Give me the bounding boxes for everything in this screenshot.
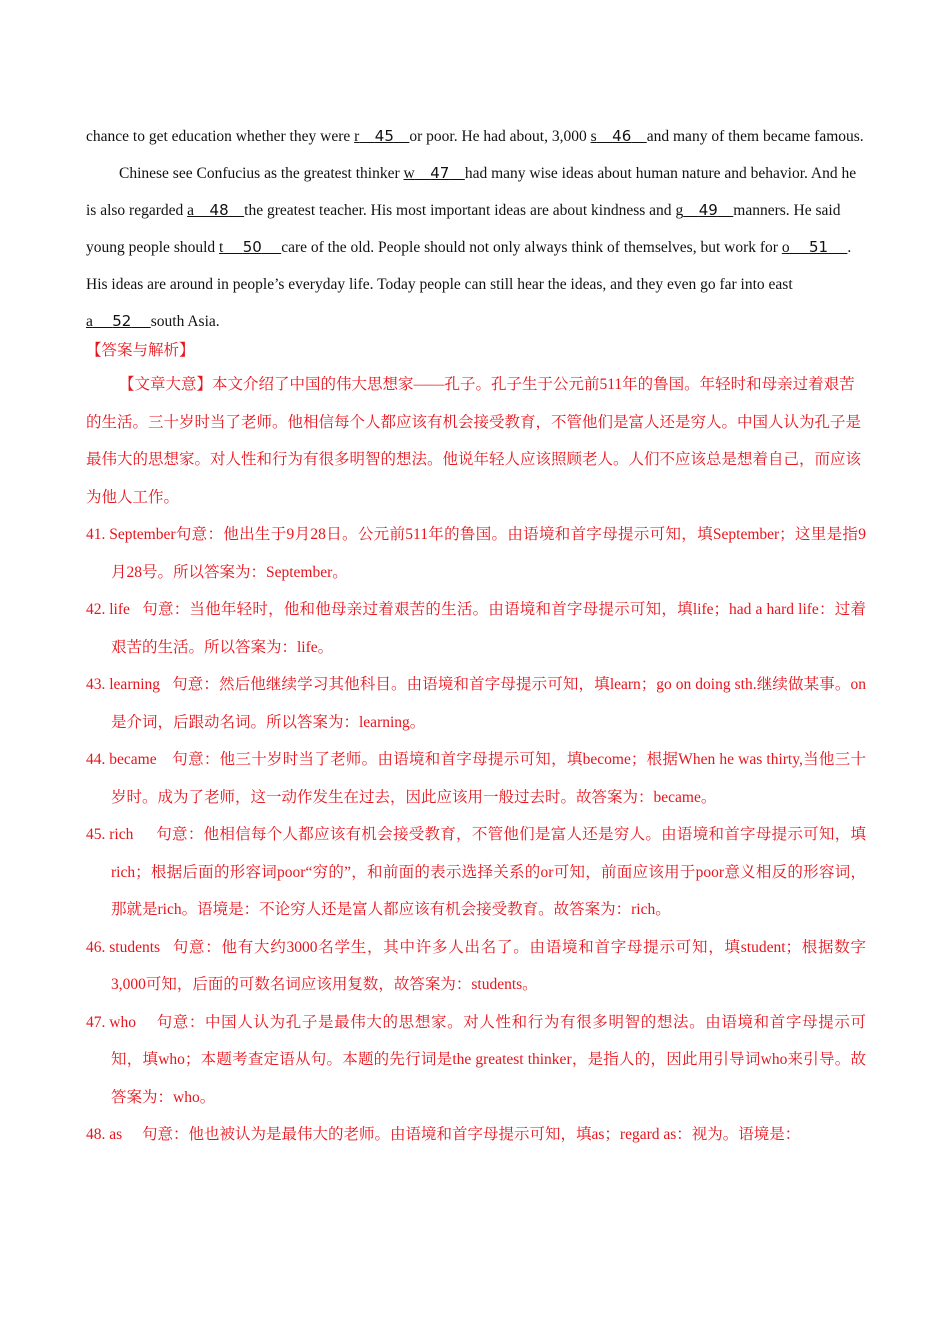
answer-item-43 — [86, 666, 866, 741]
answer-explanation: 句意：他有大约3000名学生，其中许多人出名了。由语境和首字母提示可知，填student；根据数字3,000可知，后面的可数名词应该用复数，故答案为：students。 — [111, 938, 866, 993]
passage-text: and many of them became famous. — [646, 128, 864, 145]
passage-paragraph-2 — [86, 155, 866, 340]
passage-text: care of the old. People should not only always think of themselves, but work for — [281, 239, 782, 256]
answers-header: 【答案与解析】 — [86, 342, 195, 359]
answer-explanation: 句意：当他年轻时，他和他母亲过着艰苦的生活。由语境和首字母提示可知，填life；had a hard life：过着艰苦的生活。所以答案为：life。 — [111, 601, 866, 656]
passage-paragraph-1 — [86, 118, 866, 155]
answer-item-44 — [86, 741, 866, 816]
passage-text: . His ideas are around in people’s everyday life. Today people can still hear the ideas, and they even go far into east — [86, 239, 852, 293]
answer-key: 46. students — [86, 938, 161, 956]
blank-52: a 52 — [86, 312, 132, 330]
answer-explanation: 句意：他出生于9月28日。公元前511年的鲁国。由语境和首字母提示可知，填September；这里是指9月28号。所以答案为：September。 — [111, 526, 866, 581]
answer-item-48 — [86, 1116, 866, 1154]
blank-47: w 47 — [403, 164, 450, 182]
answer-key: 45. rich — [86, 826, 134, 843]
passage-text: or poor. He had about, 3,000 — [409, 128, 591, 145]
answer-explanation: 句意：中国人认为孔子是最伟大的思想家。对人性和行为有很多明智的想法。由语境和首字母提示可知，填who；本题考查定语从句。本题的先行词是the greatest thinker，是指人的，因此用引导词who来引导。故答案为：who。 — [111, 1013, 866, 1106]
answer-item-46 — [86, 929, 866, 1004]
answer-item-41 — [86, 516, 866, 591]
passage-text: the greatest teacher. His most important ideas are about kindness and — [244, 202, 676, 219]
answer-key: 44. became — [86, 751, 157, 768]
passage-text: south Asia. — [150, 313, 220, 330]
document-page — [86, 118, 866, 1154]
passage-text: had many wise ideas about human nature and behavior. And he is also regarded — [86, 165, 857, 219]
passage-text: chance to get education whether they were — [86, 128, 355, 145]
answer-key: 41. September — [86, 526, 176, 543]
blank-46: s 46 — [590, 127, 632, 145]
answer-key: 43. learning — [86, 676, 161, 693]
article-summary: 【文章大意】本文介绍了中国的伟大思想家——孔子。孔子生于公元前511年的鲁国。年轻时和母亲过着艰苦的生活。三十岁时当了老师。他相信每个人都应该有机会接受教育，不管他们是富人还是穷人。中国人认为孔子是最伟大的思想家。对人性和行为有很多明智的想法。他说年轻人应该照顾老人。人们不应该总是想着自己，而应该为他人工作。 — [86, 376, 862, 506]
answer-item-42 — [86, 591, 866, 666]
answer-explanation: 句意：他相信每个人都应该有机会接受教育，不管他们是富人还是穷人。由语境和首字母提示可知，填rich；根据后面的形容词poor“穷的”，和前面的表示选择关系的or可知，前面应该用于poor意义相反的形容词，那就是rich。语境是：不论穷人还是富人都应该有机会接受教育。故答案为：rich。 — [111, 826, 866, 918]
answer-explanation: 句意：然后他继续学习其他科目。由语境和首字母提示可知，填learn；go on doing sth.继续做某事。on是介词，后跟动名词。所以答案为：learning。 — [111, 676, 866, 731]
answer-item-45 — [86, 816, 866, 929]
answer-item-47 — [86, 1004, 866, 1117]
answer-key: 42. life — [86, 601, 130, 618]
answer-explanation: 句意：他三十岁时当了老师。由语境和首字母提示可知，填become；根据When he was thirty,当他三十岁时。成为了老师，这一动作发生在过去，因此应该用一般过去时。故答案为：became。 — [111, 751, 866, 806]
answer-explanation: 句意：他也被认为是最伟大的老师。由语境和首字母提示可知，填as；regard as：视为。语境是： — [142, 1126, 801, 1143]
blank-51: o 51 — [781, 238, 829, 256]
answer-key: 47. who — [86, 1013, 136, 1031]
answer-key: 48. as — [86, 1126, 123, 1143]
passage-text: Chinese see Confucius as the greatest thinker — [119, 165, 404, 182]
blank-48: a 48 — [187, 201, 229, 219]
blank-45: r 45 — [354, 127, 394, 145]
blank-50: t 50 — [219, 238, 262, 256]
blank-49: g 49 — [675, 201, 718, 219]
passage-text: manners. He said young people should — [86, 202, 841, 256]
